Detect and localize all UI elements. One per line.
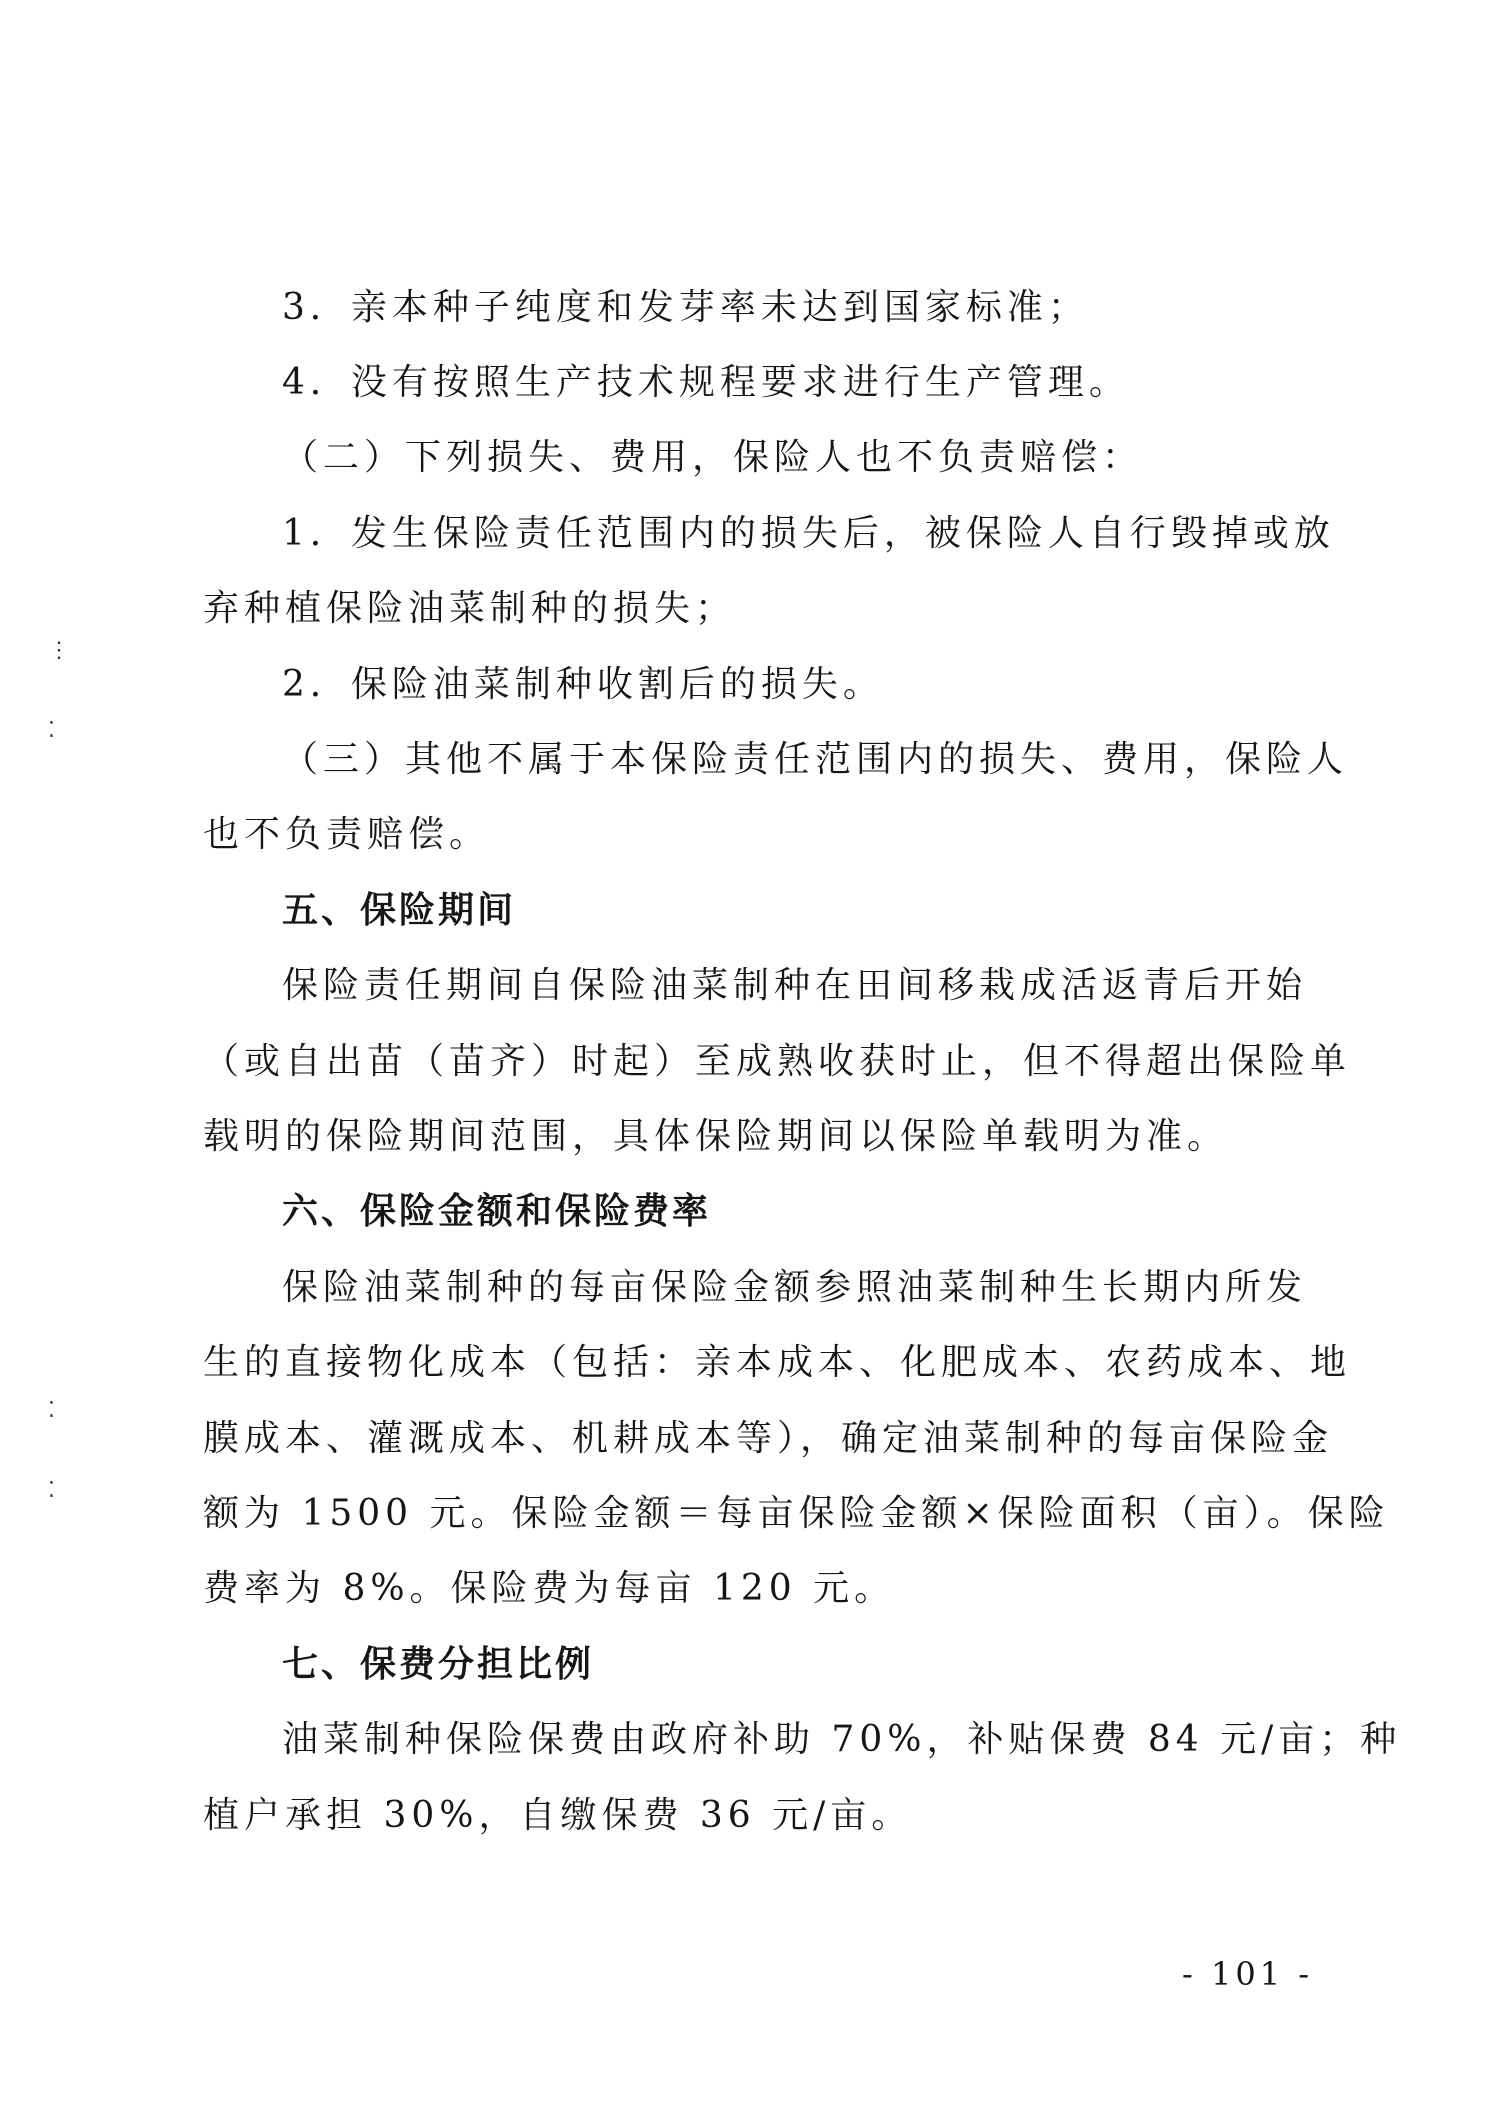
text-line: 油菜制种保险保费由政府补助 70%，补贴保费 84 元/亩；种 <box>282 1719 1402 1760</box>
section-heading: 七、保费分担比例 <box>282 1644 595 1685</box>
text-line: 2．保险油菜制种收割后的损失。 <box>282 664 884 705</box>
text-line: 保险责任期间自保险油菜制种在田间移栽成活返青后开始 <box>282 965 1308 1006</box>
text-line: 膜成本、灌溉成本、机耕成本等），确定油菜制种的每亩保险金 <box>203 1418 1334 1459</box>
binding-hole-mark: ⁚ <box>48 718 55 743</box>
section-heading: 五、保险期间 <box>282 890 517 931</box>
text-line: 4．没有按照生产技术规程要求进行生产管理。 <box>282 362 1130 403</box>
text-line: 生的直接物化成本（包括：亲本成本、化肥成本、农药成本、地 <box>203 1342 1352 1383</box>
text-line: 植户承担 30%，自缴保费 36 元/亩。 <box>203 1795 913 1836</box>
text-line: 额为 1500 元。保险金额＝每亩保险金额×保险面积（亩）。保险 <box>203 1493 1390 1534</box>
page-number: - 101 - <box>1182 1955 1314 1993</box>
text-line: （三）其他不属于本保险责任范围内的损失、费用，保险人 <box>282 739 1349 780</box>
text-line: 载明的保险期间范围，具体保险期间以保险单载明为准。 <box>203 1116 1229 1157</box>
binding-hole-mark: ⁚ <box>48 1398 55 1423</box>
text-line: 3．亲本种子纯度和发芽率未达到国家标准； <box>282 287 1089 328</box>
text-line: 也不负责赔偿。 <box>203 814 491 855</box>
text-line: 1．发生保险责任范围内的损失后，被保险人自行毁掉或放 <box>282 513 1335 554</box>
text-line: 弃种植保险油菜制种的损失； <box>203 588 737 629</box>
text-line: 保险油菜制种的每亩保险金额参照油菜制种生长期内所发 <box>282 1267 1308 1308</box>
text-line: 费率为 8%。保险费为每亩 120 元。 <box>203 1568 896 1609</box>
section-heading: 六、保险金额和保险费率 <box>282 1191 712 1232</box>
binding-hole-mark: ⁚ <box>48 1478 55 1503</box>
binding-hole-mark: ⋮ <box>48 638 70 663</box>
text-line: （或自出苗（苗齐）时起）至成熟收获时止，但不得超出保险单 <box>203 1041 1352 1082</box>
text-line: （二）下列损失、费用，保险人也不负责赔偿： <box>282 437 1144 478</box>
